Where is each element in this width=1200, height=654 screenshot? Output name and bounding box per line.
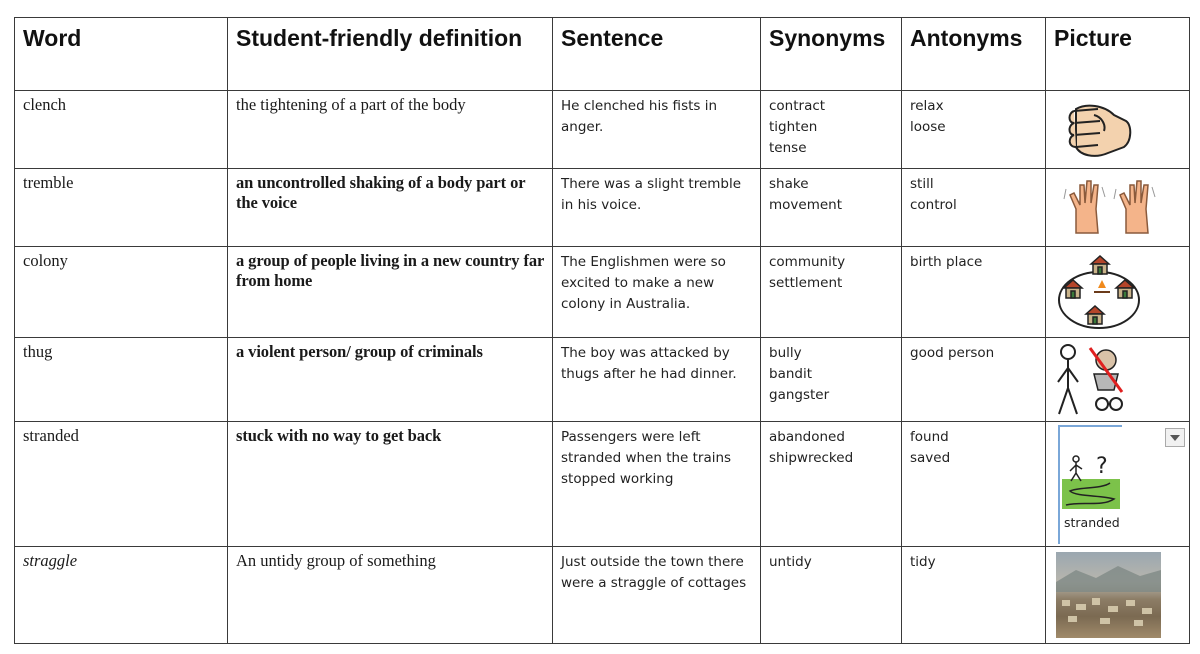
sentence-text: He clenched his fists in anger. (561, 98, 718, 135)
definition-cell (228, 547, 553, 644)
antonyms-cell (902, 547, 1046, 644)
antonyms-cell (902, 338, 1046, 422)
antonym: birth place (910, 254, 983, 270)
table-row (15, 338, 1190, 422)
clenched-fist-icon (1064, 97, 1134, 163)
synonyms-cell (761, 247, 902, 338)
definition-cell (228, 338, 553, 422)
antonym: found (910, 429, 949, 445)
word-text: colony (23, 251, 68, 270)
picture-cell (1046, 547, 1190, 644)
synonym: abandoned (769, 429, 845, 445)
synonym: bandit (769, 366, 813, 382)
antonym: control (910, 197, 957, 213)
antonym: saved (910, 450, 951, 466)
synonym: tense (769, 140, 807, 156)
antonym: good person (910, 345, 995, 361)
picture-cell (1046, 91, 1190, 169)
definition-text: an uncontrolled shaking of a body part or the voice (236, 173, 526, 212)
sentence-text: There was a slight tremble in his voice. (561, 176, 742, 213)
sentence-text: Just outside the town there were a straggle of cottages (561, 554, 747, 591)
stranded-symbol-icon (1062, 453, 1122, 515)
antonyms-cell (902, 247, 1046, 338)
synonyms-cell (761, 91, 902, 169)
picture-dropdown-button[interactable] (1165, 428, 1185, 447)
word-text: stranded (23, 426, 79, 445)
synonym: bully (769, 345, 802, 361)
synonym: shipwrecked (769, 450, 854, 466)
synonym: community (769, 254, 846, 270)
table-row (15, 247, 1190, 338)
header-picture: Picture (1046, 18, 1190, 91)
definition-cell (228, 169, 553, 247)
word-text: tremble (23, 173, 74, 192)
definition-cell (228, 91, 553, 169)
word-text: clench (23, 95, 67, 114)
picture-cell (1046, 169, 1190, 247)
criminal-handcuffs-icon (1054, 342, 1126, 418)
antonyms-cell (902, 91, 1046, 169)
picture-cell (1046, 247, 1190, 338)
antonyms-cell (902, 169, 1046, 247)
sentence-cell (553, 422, 761, 547)
table-row (15, 547, 1190, 644)
synonym: contract (769, 98, 826, 114)
synonym: tighten (769, 119, 818, 135)
definition-text: a violent person/ group of criminals (236, 342, 483, 361)
sentence-cell (553, 169, 761, 247)
definition-text: stuck with no way to get back (236, 426, 442, 445)
antonyms-cell (902, 422, 1046, 547)
table-row (15, 169, 1190, 247)
word-cell (15, 338, 228, 422)
sentence-cell (553, 547, 761, 644)
synonyms-cell (761, 547, 902, 644)
header-row (15, 18, 1190, 91)
sentence-cell (553, 247, 761, 338)
svg-text:?: ? (1096, 454, 1108, 479)
stranded-symbol-card (1058, 425, 1122, 544)
picture-cell (1046, 338, 1190, 422)
stranded-caption: stranded (1064, 515, 1120, 530)
header-word: Word (15, 18, 228, 91)
header-synonyms: Synonyms (761, 18, 902, 91)
antonym: tidy (910, 554, 936, 570)
synonyms-cell (761, 169, 902, 247)
village-houses-icon (1056, 252, 1146, 332)
synonym: shake (769, 176, 809, 192)
word-cell (15, 422, 228, 547)
vocabulary-table (14, 17, 1190, 644)
table-row (15, 422, 1190, 547)
definition-cell (228, 422, 553, 547)
word-text: thug (23, 342, 53, 361)
trembling-hands-icon (1062, 175, 1162, 237)
antonym: relax (910, 98, 944, 114)
synonyms-cell (761, 338, 902, 422)
antonym: still (910, 176, 934, 192)
definition-text: An untidy group of something (236, 551, 436, 570)
picture-cell (1046, 422, 1190, 547)
word-cell (15, 547, 228, 644)
word-text: straggle (23, 551, 78, 570)
synonym: untidy (769, 554, 812, 570)
definition-cell (228, 247, 553, 338)
synonym: movement (769, 197, 843, 213)
sentence-text: Passengers were left stranded when the trains stopped working (561, 429, 732, 487)
word-cell (15, 91, 228, 169)
synonym: gangster (769, 387, 830, 403)
sentence-cell (553, 338, 761, 422)
sentence-cell (553, 91, 761, 169)
header-definition: Student-friendly definition (228, 18, 553, 91)
synonyms-cell (761, 422, 902, 547)
antonym: loose (910, 119, 946, 135)
definition-text: the tightening of a part of the body (236, 95, 466, 114)
header-sentence: Sentence (553, 18, 761, 91)
synonym: settlement (769, 275, 843, 291)
header-antonyms: Antonyms (902, 18, 1046, 91)
cottages-photo (1056, 552, 1161, 638)
definition-text: a group of people living in a new country far from home (236, 251, 544, 290)
word-cell (15, 169, 228, 247)
table-row (15, 91, 1190, 169)
sentence-text: The boy was attacked by thugs after he had dinner. (561, 345, 737, 382)
sentence-text: The Englishmen were so excited to make a new colony in Australia. (561, 254, 726, 312)
word-cell (15, 247, 228, 338)
